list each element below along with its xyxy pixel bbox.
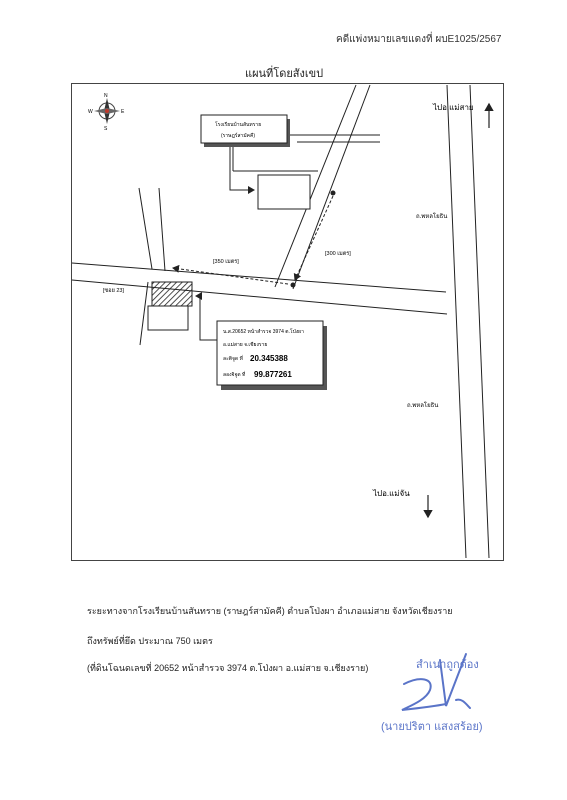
label-highway-top: ถ.พหลโยธิน <box>416 214 448 220</box>
property-line1: น.ส.20652 หน้าสำรวจ 3974 ต.โป่งผา <box>223 329 304 335</box>
compass-n: N <box>104 93 108 99</box>
label-distance-350: [350 เมตร] <box>213 259 239 265</box>
footer-distance-line: ระยะทางจากโรงเรียนบ้านสันทราย (ราษฎร์สามัคคี) ตำบลโป่งผา อำเภอแม่สาย จังหวัดเชียงราย <box>87 606 453 616</box>
school-building <box>258 175 310 209</box>
footer-deed-line: (ที่ดินโฉนดเลขที่ 20652 หน้าสำรวจ 3974 ต.โป่งผา อ.แม่สาย จ.เชียงราย) <box>87 663 369 673</box>
school-pointer-arrow <box>230 146 254 190</box>
property-parcel <box>152 282 192 306</box>
label-highway-bottom: ถ.พหลโยธิน <box>407 403 439 409</box>
school-label-line2: (ราษฎร์สามัคคี) <box>221 133 256 139</box>
case-number: คดีแพ่งหมายเลขแดงที่ ผบE1025/2567 <box>336 34 502 45</box>
label-to-mae-chan: ไปอ.แม่จัน <box>373 489 410 498</box>
latitude-value: 20.345388 <box>250 354 288 363</box>
school-label-line1: โรงเรียนบ้านสันทราย <box>215 122 262 128</box>
compass-e: E <box>121 109 125 115</box>
map-title: แผนที่โดยสังเขป <box>245 68 324 80</box>
certified-copy-label: สำเนาถูกต้อง <box>416 659 479 671</box>
property-pointer-arrow <box>196 296 217 340</box>
side-road-left-lower <box>140 282 148 345</box>
school-label-box <box>201 115 290 147</box>
label-to-mae-sai: ไปอ.แม่สาย <box>433 103 474 112</box>
property-label-box <box>217 321 327 390</box>
soi-road <box>72 263 447 314</box>
highway-road <box>447 85 489 558</box>
compass-rose-icon <box>88 93 125 132</box>
latitude-label: ละติจูด ที่ <box>223 356 243 362</box>
adjacent-parcel <box>148 306 188 330</box>
compass-w: W <box>88 109 93 115</box>
longitude-value: 99.877261 <box>254 370 292 379</box>
signer-name: (นายปริตา แสงสร้อย) <box>381 721 483 733</box>
footer-approx-line: ถึงทรัพย์ที่ยึด ประมาณ 750 เมตร <box>87 636 213 646</box>
side-road-left <box>139 188 165 271</box>
property-line2: อ.แม่สาย จ.เชียงราย <box>223 342 268 348</box>
label-soi: [ซอย 23] <box>103 288 124 294</box>
label-distance-300: [300 เมตร] <box>325 251 351 257</box>
compass-s: S <box>104 126 108 132</box>
longitude-label: ลองจิจูด ที่ <box>223 372 246 378</box>
